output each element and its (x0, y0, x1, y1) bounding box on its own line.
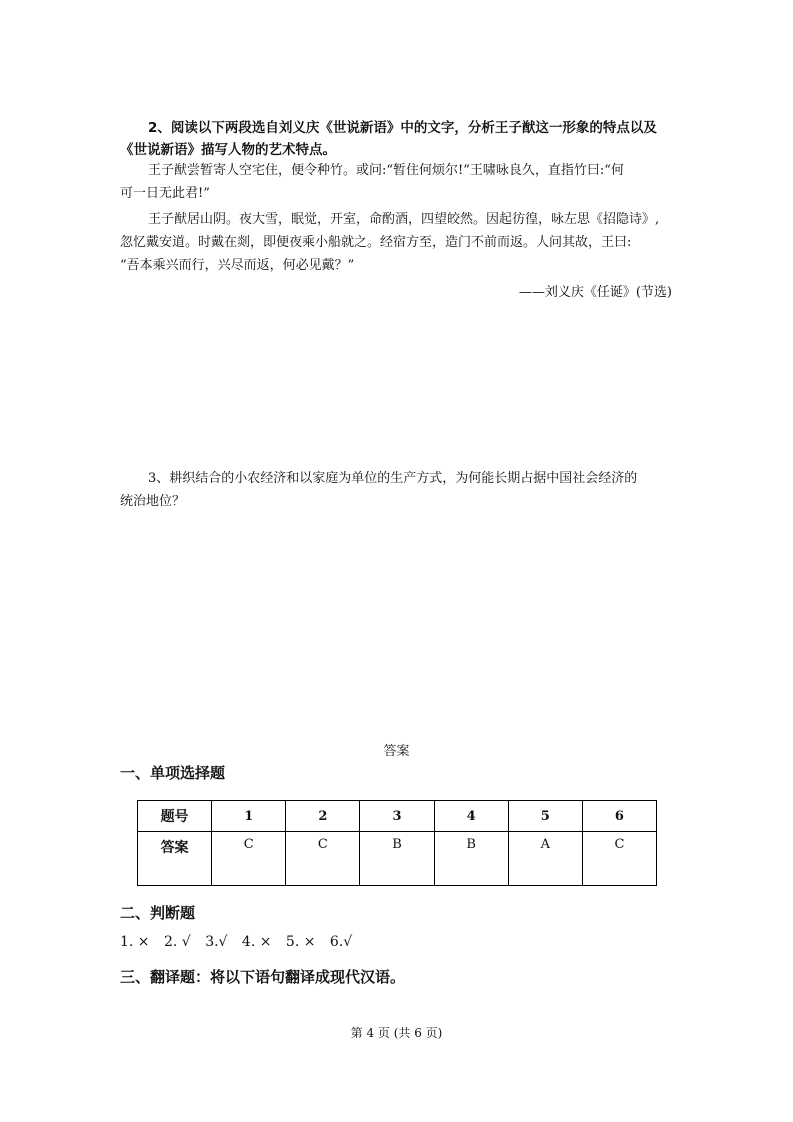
passage-source: ——刘义庆《任诞》(节选) (518, 285, 672, 300)
question-3-line1: 3、耕织结合的小农经济和以家庭为单位的生产方式，为何能长期占据中国社会经济的 (148, 471, 638, 486)
question-number-cell: 6 (582, 801, 656, 832)
question-number-cell: 5 (508, 801, 582, 832)
question-number-cell: 4 (434, 801, 508, 832)
answer-table-answer-row (138, 832, 657, 886)
header-label-cell: 题号 (138, 801, 212, 832)
passage-1-line2: 可一日无此君!” (120, 186, 210, 201)
answer-table (137, 800, 657, 886)
question-2-title-line1: 2、阅读以下两段选自刘义庆《世说新语》中的文字，分析王子猷这一形象的特点以及 (148, 120, 657, 136)
question-2-passage-1 (120, 159, 680, 205)
answers-title: 答案 (383, 744, 410, 759)
answer-value-cell: B (434, 832, 508, 886)
question-3-line2: 统治地位？ (120, 494, 186, 509)
question-number-cell: 1 (212, 801, 286, 832)
section-1-heading: 一、单项选择题 (120, 764, 226, 782)
judgement-answer: 4. × (241, 934, 272, 950)
passage-2-line3: “吾本乘兴而行，兴尽而返，何必见戴？” (120, 258, 355, 273)
question-2-title-line2: 《世说新语》描写人物的艺术特点。 (120, 142, 336, 158)
question-2-title (120, 117, 680, 161)
answer-value-cell: A (508, 832, 582, 886)
question-number-cell: 3 (360, 801, 434, 832)
answer-value-cell: C (582, 832, 656, 886)
answer-value-cell: C (286, 832, 360, 886)
section-3-heading: 三、翻译题：将以下语句翻译成现代汉语。 (120, 968, 406, 986)
judgement-answer: 1. × (120, 934, 150, 950)
answer-table-header-row (138, 801, 657, 832)
answer-label-cell: 答案 (138, 832, 212, 886)
page-footer: 第 4 页 (共 6 页) (350, 1026, 443, 1040)
judgement-answer: 5. × (285, 934, 316, 950)
passage-1-line1: 王子猷尝暂寄人空宅住，便令种竹。或问:“暂住何烦尔!”王啸咏良久，直指竹曰:“何 (148, 163, 624, 178)
judgement-answers (120, 934, 362, 950)
answer-value-cell: C (212, 832, 286, 886)
question-number-cell: 2 (286, 801, 360, 832)
section-2-heading: 二、判断题 (120, 904, 196, 922)
answer-value-cell: B (360, 832, 434, 886)
passage-2-line2: 忽忆戴安道。时戴在剡，即便夜乘小船就之。经宿方至，造门不前而返。人问其故，王曰: (120, 235, 632, 250)
question-2-passage-2 (120, 208, 680, 277)
judgement-answer: 3.√ (205, 934, 228, 950)
judgement-answer: 2. √ (164, 934, 191, 950)
passage-2-line1: 王子猷居山阴。夜大雪，眠觉，开室，命酌酒，四望皎然。因起彷徨，咏左思《招隐诗》, (148, 212, 660, 227)
judgement-answer: 6.√ (329, 934, 353, 950)
question-3 (120, 467, 680, 513)
